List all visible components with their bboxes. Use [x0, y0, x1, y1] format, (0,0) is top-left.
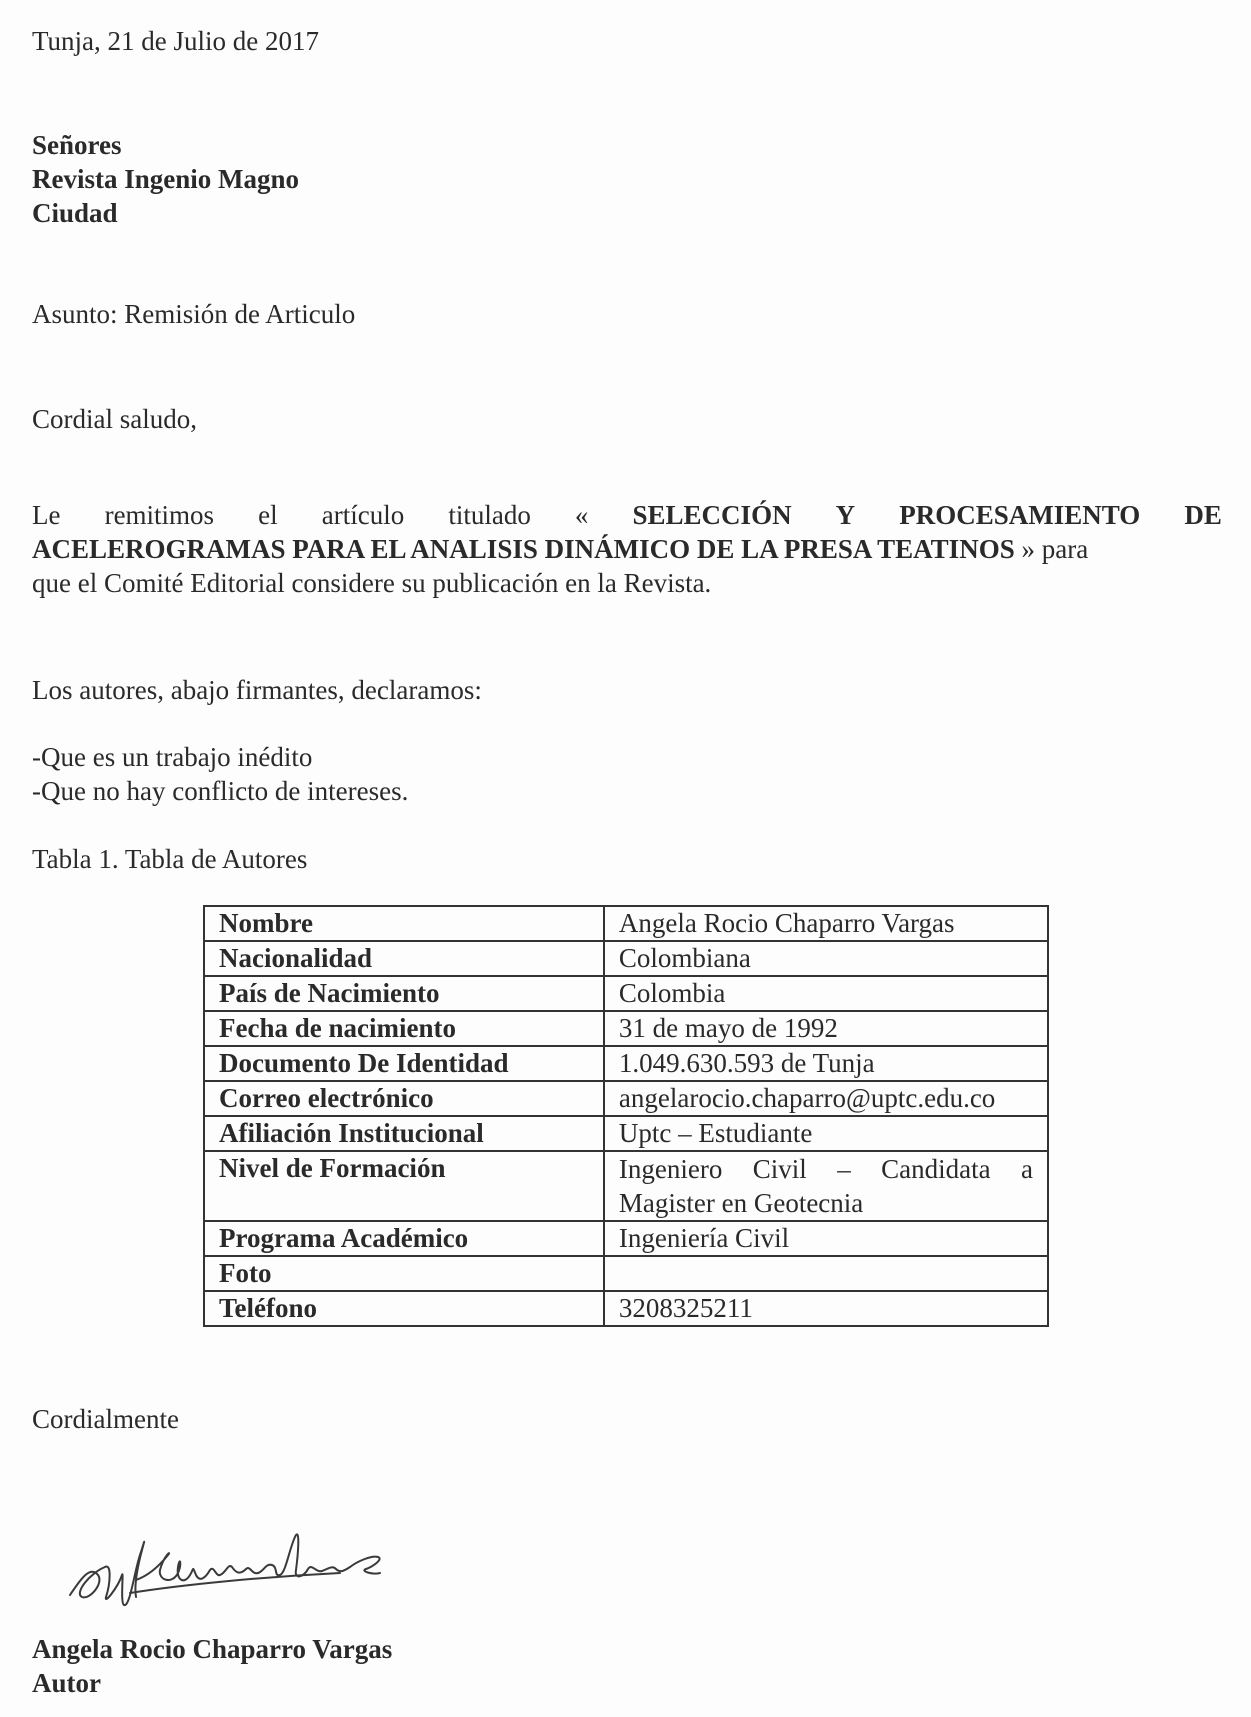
row-label: Nombre — [204, 906, 604, 941]
letter-date: Tunja, 21 de Julio de 2017 — [32, 26, 320, 56]
row-label: Correo electrónico — [204, 1081, 604, 1116]
body-line-2 — [32, 532, 1222, 566]
greeting: Cordial saludo, — [32, 404, 197, 434]
body-word: remitimos — [104, 500, 215, 530]
article-title-word: SELECCIÓN — [632, 500, 792, 530]
recipient-line-1: Señores — [32, 130, 122, 160]
row-label: País de Nacimiento — [204, 976, 604, 1011]
table-row — [204, 1116, 1048, 1151]
row-value: Uptc – Estudiante — [604, 1116, 1048, 1151]
body-word: el — [258, 500, 278, 530]
signer-block — [32, 1632, 392, 1700]
table-row — [204, 1151, 1048, 1221]
row-value: Ingeniero Civil – Candidata a Magister en Geotecnia — [604, 1151, 1048, 1221]
article-title-word: DE — [1184, 500, 1222, 530]
article-title-word: PROCESAMIENTO — [899, 500, 1141, 530]
row-label: Afiliación Institucional — [204, 1116, 604, 1151]
article-title-line-2: ACELEROGRAMAS PARA EL ANALISIS DINÁMICO DE LA PRESA TEATINOS — [32, 534, 1015, 564]
row-value: 3208325211 — [604, 1291, 1048, 1326]
row-value: Colombia — [604, 976, 1048, 1011]
body-paragraph — [32, 498, 1222, 600]
signature-strokes — [70, 1534, 380, 1605]
row-label: Nivel de Formación — [204, 1151, 604, 1221]
table-caption: Tabla 1. Tabla de Autores — [32, 844, 308, 874]
row-value: 31 de mayo de 1992 — [604, 1011, 1048, 1046]
closing: Cordialmente — [32, 1404, 179, 1434]
recipient-line-3: Ciudad — [32, 198, 118, 228]
row-label: Documento De Identidad — [204, 1046, 604, 1081]
authors-table — [203, 905, 1049, 1327]
table-row — [204, 1081, 1048, 1116]
subject-line: Asunto: Remisión de Articulo — [32, 299, 356, 329]
row-value: Colombiana — [604, 941, 1048, 976]
declaration-item: -Que no hay conflicto de intereses. — [32, 776, 409, 806]
row-label: Nacionalidad — [204, 941, 604, 976]
declaration-list — [32, 740, 408, 808]
declaration-intro: Los autores, abajo firmantes, declaramos: — [32, 675, 482, 705]
table-row — [204, 1291, 1048, 1326]
row-value: Ingeniería Civil — [604, 1221, 1048, 1256]
handwritten-signature — [60, 1525, 390, 1620]
recipient-line-2: Revista Ingenio Magno — [32, 164, 300, 194]
declaration-item: -Que es un trabajo inédito — [32, 742, 313, 772]
table-row — [204, 976, 1048, 1011]
body-word: artículo — [321, 500, 405, 530]
row-value: Angela Rocio Chaparro Vargas — [604, 906, 1048, 941]
body-word: titulado — [448, 500, 531, 530]
row-label: Fecha de nacimiento — [204, 1011, 604, 1046]
signer-name: Angela Rocio Chaparro Vargas — [32, 1634, 393, 1664]
row-value-photo — [604, 1256, 1048, 1291]
table-row — [204, 1046, 1048, 1081]
body-line-1 — [32, 498, 1222, 532]
row-label: Foto — [204, 1256, 604, 1291]
body-line-3: que el Comité Editorial considere su publicación en la Revista. — [32, 568, 712, 598]
table-row — [204, 941, 1048, 976]
table-row — [204, 1221, 1048, 1256]
signer-role: Autor — [32, 1668, 101, 1698]
table-row — [204, 1256, 1048, 1291]
row-value-email: angelarocio.chaparro@uptc.edu.co — [604, 1081, 1048, 1116]
table-row — [204, 906, 1048, 941]
article-title-word: Y — [835, 500, 856, 530]
body-word: Le — [32, 500, 61, 530]
row-label: Programa Académico — [204, 1221, 604, 1256]
body-after-title: » para — [1014, 534, 1089, 564]
body-word: « — [574, 500, 589, 530]
row-value: 1.049.630.593 de Tunja — [604, 1046, 1048, 1081]
table-row — [204, 1011, 1048, 1046]
recipient-block — [32, 128, 299, 230]
row-label: Teléfono — [204, 1291, 604, 1326]
